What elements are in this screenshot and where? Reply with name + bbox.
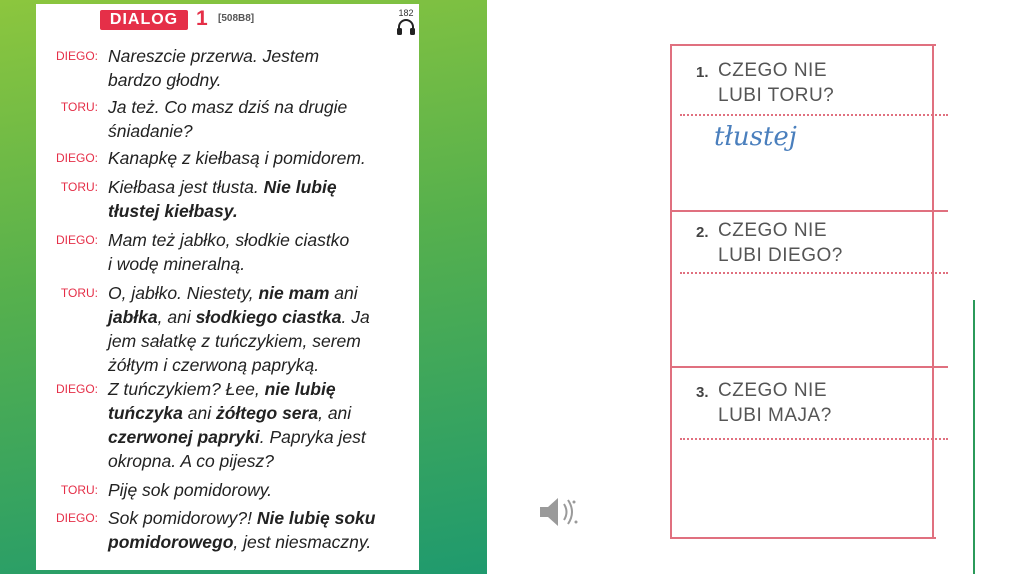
speech-text: Ja też. Co masz dziś na drugie śniadanie?	[108, 97, 348, 141]
speech-bold: jabłka	[108, 307, 158, 327]
speech-text	[108, 281, 370, 377]
speech-plain: ani	[329, 283, 358, 303]
question-number: 3.	[696, 384, 709, 401]
speech-plain: O, jabłko. Niestety,	[108, 283, 259, 303]
speaker-label: TORU:	[60, 100, 98, 114]
speech-plain: Sok pomidorowy?!	[108, 508, 257, 528]
speech-bold: czerwonej papryki	[108, 427, 260, 447]
speech-plain: , ani	[318, 403, 352, 423]
speech-plain: okropna. A co pijesz?	[108, 451, 275, 471]
textbook-page	[36, 4, 419, 570]
worksheet-table	[670, 44, 948, 537]
speaker-label: DIEGO:	[55, 151, 98, 165]
headphones-icon	[396, 18, 416, 36]
speaker-icon[interactable]	[538, 494, 580, 530]
speech-plain: Kiełbasa jest tłusta.	[108, 177, 264, 197]
question-text: CZEGO NIE LUBI DIEGO?	[718, 220, 843, 266]
speech-bold: Nie lubię soku	[256, 508, 376, 528]
speech-plain: . Papryka jest	[259, 427, 366, 447]
speaker-label: DIEGO:	[55, 511, 98, 525]
answer-field[interactable]	[714, 282, 924, 362]
speech-plain: jem sałatkę z tuńczykiem, serem żółtym i czerwoną papryką.	[108, 331, 361, 375]
speech-text	[108, 377, 366, 473]
speech-text: Piję sok pomidorowy.	[108, 480, 273, 500]
accent-line	[973, 300, 975, 574]
question-number: 2.	[696, 224, 709, 241]
row-divider	[670, 366, 948, 368]
dotted-line	[680, 272, 948, 274]
speaker-label: DIEGO:	[55, 233, 98, 247]
speech-plain: . Ja	[341, 307, 370, 327]
speech-plain: , ani	[157, 307, 196, 327]
column-divider	[932, 44, 934, 537]
speech-bold: tłustej kiełbasy.	[108, 201, 238, 221]
speaker-label: TORU:	[60, 483, 98, 497]
speech-text: Nareszcie przerwa. Jestem bardzo głodny.	[108, 46, 320, 90]
audio-track-number: 182	[398, 8, 414, 18]
speech-bold: pomidorowego	[108, 532, 234, 552]
speaker-label: TORU:	[60, 286, 98, 300]
speech-plain: ani	[182, 403, 216, 423]
speech-plain: Z tuńczykiem? Łee,	[108, 379, 265, 399]
dialog-badge: DIALOG	[100, 10, 188, 30]
speech-text: Mam też jabłko, słodkie ciastko i wodę mineralną.	[108, 230, 350, 274]
speaker-label: TORU:	[60, 180, 98, 194]
handwritten-answer[interactable]: tłustej	[714, 122, 797, 152]
speech-plain: , jest niesmaczny.	[233, 532, 372, 552]
question-number: 1.	[696, 64, 709, 81]
answer-field[interactable]	[714, 446, 924, 526]
speech-bold: nie mam	[258, 283, 330, 303]
speech-bold: słodkiego ciastka	[195, 307, 342, 327]
question-text: CZEGO NIE LUBI MAJA?	[718, 380, 832, 426]
speech-text: Kanapkę z kiełbasą i pomidorem.	[108, 148, 366, 168]
speech-bold: Nie lubię	[263, 177, 337, 197]
speaker-label: DIEGO:	[55, 49, 98, 63]
audio-track[interactable]	[394, 8, 418, 41]
row-divider	[670, 210, 948, 212]
dotted-line	[680, 114, 948, 116]
question-text: CZEGO NIE LUBI TORU?	[718, 60, 835, 106]
speech-bold: nie lubię	[264, 379, 336, 399]
dotted-line	[680, 438, 948, 440]
dialog-number: 1	[196, 7, 208, 30]
speech-bold: tuńczyka	[108, 403, 183, 423]
speech-bold: żółtego sera	[215, 403, 319, 423]
speaker-label: DIEGO:	[55, 382, 98, 396]
dialog-code: [508B8]	[218, 13, 255, 24]
speech-text	[108, 506, 375, 554]
speech-text	[108, 175, 337, 223]
